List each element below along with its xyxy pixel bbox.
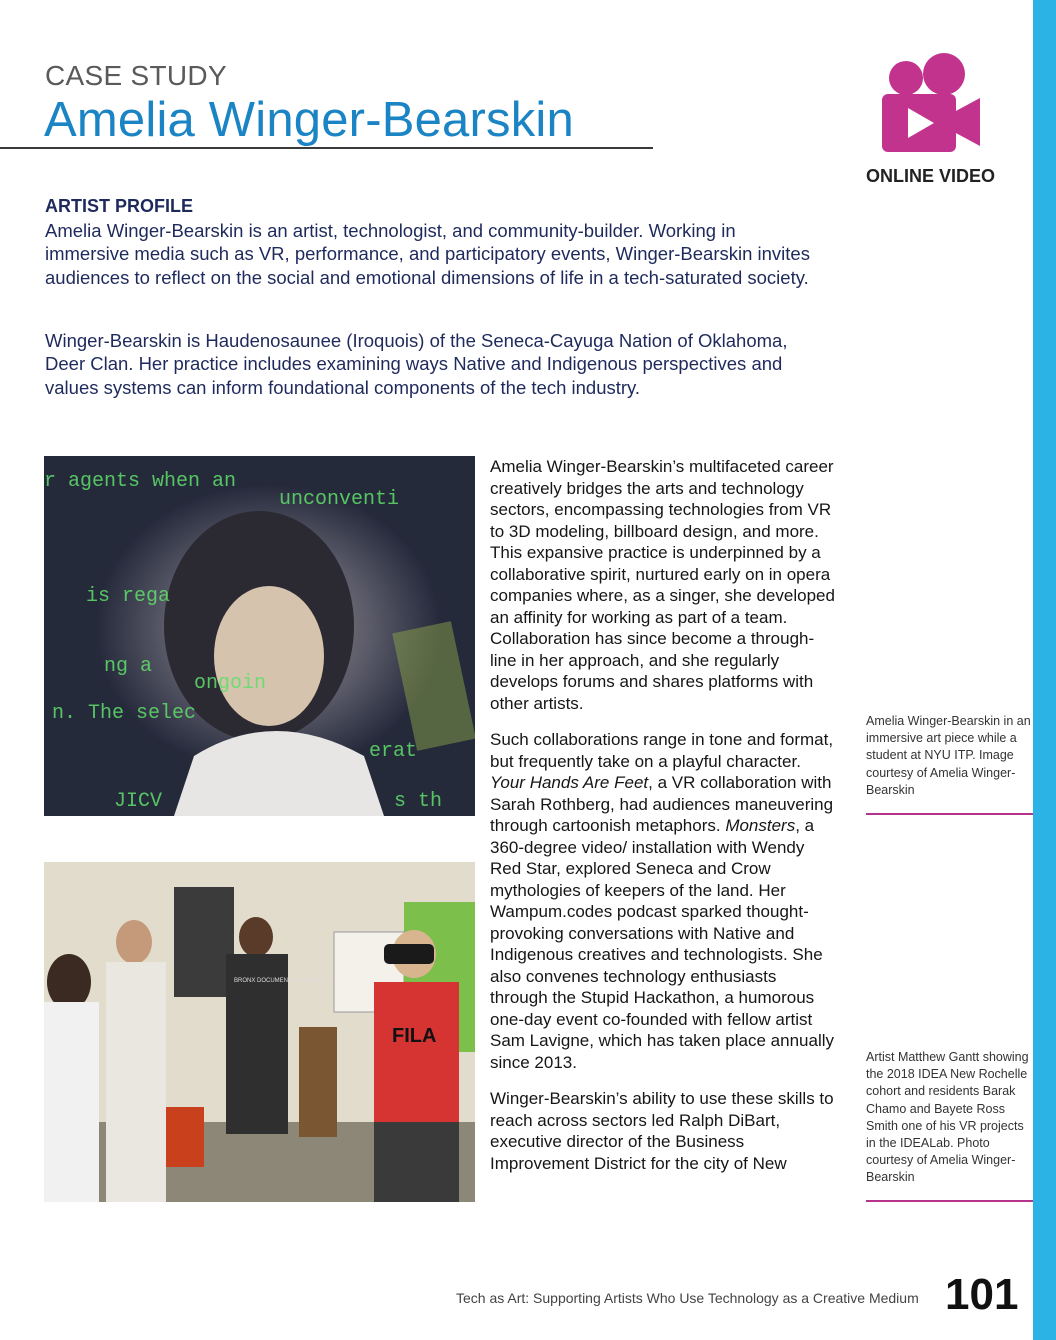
photo-vr-demo (44, 862, 475, 1202)
video-camera-icon[interactable] (876, 52, 984, 156)
photo-caption: Artist Matthew Gantt showing the 2018 IDEA New Rochelle cohort and residents Barak Chamo and Bayete Ross Smith one of his VR projects in the IDEALab. Photo courtesy of Amelia Winger-Bearskin (866, 1050, 1029, 1185)
photo-caption: Amelia Winger-Bearskin in an immersive art piece while a student at NYU ITP. Image courtesy of Amelia Winger-Bearskin (866, 714, 1031, 797)
caption-divider (866, 1200, 1033, 1202)
projected-text: ng a (104, 655, 153, 678)
kicker-label: CASE STUDY (45, 60, 227, 91)
page-number: 101 (945, 1270, 1019, 1319)
projected-text: r agents when an (44, 470, 237, 493)
profile-paragraph: Amelia Winger-Bearskin is an artist, technologist, and community-builder. Working in immersive media such as VR, performance, and participatory events, Winger-Bearskin invites audiences to reflect on the social and emotional dimensions of life in a tech-saturated society. (45, 220, 810, 288)
photo-immersive-art (44, 456, 475, 816)
body-paragraph: Such collaborations range in tone and format, but frequently take on a playful character. Your Hands Are Feet, a VR collaboration with Sarah Rothberg, had audiences maneuvering through cartoonish metaphors. Monsters, a 360-degree video/ installation with Wendy Red Star, explored Seneca and Crow mythologies of keepers of the land. Her Wampum.codes podcast sparked thought-provoking conversations with Native and Indigenous creatives and technologists. She also convenes technology enthusiasts through the Stupid Hackathon, a humorous one-day event co-founded with fellow artist Sam Lavigne, which has taken place annually since 2013. (490, 730, 834, 1072)
title-underline (0, 147, 653, 149)
body-paragraph: Amelia Winger-Bearskin’s multifaceted career creatively bridges the arts and technology sectors, encompassing technologies from VR to 3D modeling, billboard design, and more. This expansive practice is underpinned by a collaborative spirit, nurtured early on in opera companies where, as a singer, she developed an affinity for working as part of a team. Collaboration has since become a through-line in her approach, and she regularly develops forums and shares platforms with other artists. (490, 457, 835, 713)
shirt-text: FILA (392, 1025, 437, 1047)
profile-paragraph: Winger-Bearskin is Haudenosaunee (Iroquois) of the Seneca-Cayuga Nation of Oklahoma, Deer Clan. Her practice includes examining ways Native and Indigenous perspectives and values systems can inform foundational components of the tech industry. (45, 330, 788, 398)
projected-text: s th (394, 790, 443, 813)
projected-text: ongoin (194, 672, 267, 695)
artist-profile-heading: ARTIST PROFILE (45, 196, 193, 216)
article-body (490, 456, 838, 1189)
work-title: Monsters (725, 816, 796, 835)
body-paragraph: Winger-Bearskin’s ability to use these skills to reach across sectors led Ralph DiBart, executive director of the Business Improvement District for the city of New (490, 1089, 834, 1173)
shirt-text: BRONX DOCUMENTARY CENTER (234, 978, 330, 984)
projected-text: unconventi (279, 488, 400, 511)
page-edge-color-bar (1033, 0, 1056, 1340)
projected-text: n. The selec (52, 702, 197, 725)
projected-text: JICV (114, 790, 163, 813)
caption-divider (866, 813, 1033, 815)
online-video-label[interactable]: ONLINE VIDEO (866, 166, 996, 186)
projected-text: erat (369, 740, 418, 763)
work-title: Your Hands Are Feet (490, 773, 649, 792)
page-title: Amelia Winger-Bearskin (44, 93, 574, 147)
projected-text: is rega (86, 585, 171, 608)
footer-publication-title: Tech as Art: Supporting Artists Who Use Technology as a Creative Medium (456, 1290, 919, 1306)
